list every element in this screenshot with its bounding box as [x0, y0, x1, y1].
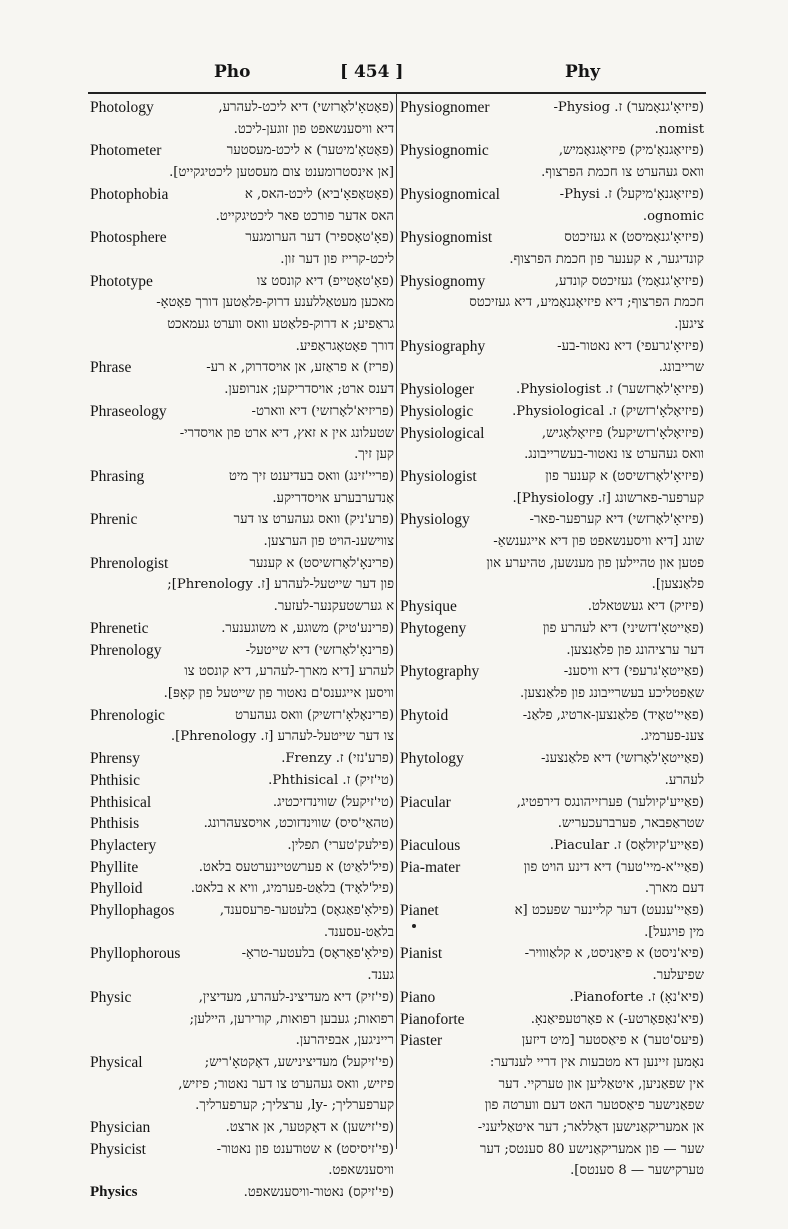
headword: Physique [400, 598, 457, 616]
headword: Phrenology [90, 641, 162, 659]
dictionary-entry [90, 987, 394, 1052]
definition: (פאַייע'קיולער) פערזייהונגס דירפטיג, [516, 794, 704, 810]
header-rule [88, 92, 706, 94]
headword: Phytology [400, 750, 464, 768]
dictionary-entry [90, 140, 394, 183]
entry-first-line [90, 987, 394, 1009]
headword: Phylloid [90, 880, 143, 898]
entry-first-line [400, 618, 704, 640]
entry-first-line [90, 97, 394, 119]
definition: (פי'זישען) א דאָקטער, אן ארצט. [225, 1120, 394, 1136]
entry-first-line [90, 271, 394, 293]
dictionary-entry [400, 857, 704, 900]
definition-continuation: האס אדער פורכט פאר ליכטיגקייט. [215, 208, 394, 224]
entry-first-line [400, 792, 704, 814]
dictionary-entry [400, 401, 704, 423]
definition: (פיזיאָלאָ'רזשיקעל) פיזיאָלאָגיש, [541, 425, 704, 441]
definition: (פילאָ'פאַגאָס) בלעטער-פרעסענד, [219, 903, 394, 919]
dictionary-entry [400, 336, 704, 379]
dictionary-entry [400, 748, 704, 791]
dictionary-entry [90, 900, 394, 943]
entry-first-line [90, 1139, 394, 1161]
entry-first-line [90, 813, 394, 835]
definition-continuation: וויסען אייגענס'ם נאטור פון שייטעל פון קאָפּ]. [163, 685, 394, 701]
definition: (פיזיאָ'גנאָמער) ז. Physiog- [553, 100, 704, 115]
entry-first-line [400, 466, 704, 488]
entry-first-line [90, 1117, 394, 1139]
definition: (פיזיאָ'לאָרזשי) דיא קערפער-פאר- [529, 512, 704, 528]
definition: (פיזיק) דיא געשטאלט. [587, 599, 704, 615]
definition-continuation: שטראַפבאר, פערברעכעריש. [557, 816, 704, 832]
entry-first-line [90, 748, 394, 770]
dictionary-entry [90, 401, 394, 466]
entry-first-line [90, 792, 394, 814]
definition-continuation: צענ-פערמיג. [640, 729, 704, 745]
headword: Phrasing [90, 467, 145, 485]
definition: (פיל'לאַיט) א פערשטיינערטעס בלאט. [198, 859, 394, 875]
definition: (פריי'זינג) וואס בעדיענט זיך מיט [228, 468, 394, 484]
entry-first-line [400, 987, 704, 1009]
definition: (פרינאָ'לאָרזשיסט) א קענער [249, 555, 394, 571]
definition: (טי'זיק) ז. Phthisical. [268, 772, 394, 788]
definition: (פיא'נאָ) ז. Pianoforte. [569, 989, 704, 1005]
dictionary-entry [90, 466, 394, 509]
definition-continuation: דיא וויסענשאפט פון זוגען-ליכט. [233, 121, 394, 137]
dictionary-entry [90, 857, 394, 879]
definition-continuation: וואס געהערט צו נאטור-בעשרייבונג. [524, 447, 704, 463]
headword: Physiognomical [400, 185, 500, 203]
entry-first-line [400, 509, 704, 531]
definition-continuation: שפאַנישער פיאַסטער האט דעם ווערטה פון [484, 1098, 704, 1114]
headword: Phrenetic [90, 619, 149, 637]
dictionary-entry [90, 553, 394, 618]
dictionary-entry [90, 271, 394, 358]
definition-continuation: ליכט-קרייז פון דער זון. [280, 251, 394, 267]
dictionary-entry [90, 97, 394, 140]
dictionary-entry [90, 835, 394, 857]
definition-continuation: מאכען מעטאַללענע דרוק-פלאַטען דורך פאָטאָ- [156, 295, 394, 311]
definition-continuation: ציגען. [674, 317, 704, 333]
definition: (פריז) א פראַזע, אן אויסדרוק, א רע- [206, 360, 394, 376]
definition: (טי'זיקעל) שווינדזיכטיג. [272, 794, 394, 810]
definition-continuation: לעהרע [דיא מארך-לעהרע, דיא קונסט צו [184, 664, 394, 680]
headword: Phrenologic [90, 706, 165, 724]
entry-first-line [400, 661, 704, 683]
dictionary-entry [90, 509, 394, 552]
definition: (פאָטאָ'מיטער) א ליכט-מעסטער [226, 143, 394, 159]
definition: (פאַייטאָ'גרעפי) דיא וויסענ- [563, 664, 704, 680]
definition: (פיזיאָ'לאָרזשער) ז. Physiologist. [516, 382, 704, 398]
entry-first-line [400, 97, 704, 119]
definition: (פיזיאָלאָ'רזשיק) ז. Physiological. [512, 403, 704, 419]
entry-first-line [400, 748, 704, 770]
definition-continuation: גענד. [367, 968, 394, 984]
headword: Photometer [90, 142, 162, 160]
headword: Phthisic [90, 771, 140, 789]
headword: Phototype [90, 272, 153, 290]
dictionary-entry [90, 357, 394, 400]
definition-continuation: רפואות; געבען רפואות, קורירען, היילען; [189, 1011, 394, 1027]
definition-continuation: אין שפאַניען, איטאַליען און טערקיי. דער [498, 1076, 704, 1092]
dictionary-entry [90, 618, 394, 640]
definition-continuation: שטעלונג אין א זאץ, דיא ארט פון אויסדרי- [179, 425, 394, 441]
dictionary-entry [400, 379, 704, 401]
definition: (פיזיאָ'גנאָמי) געזיכטס קונדע, [554, 273, 704, 289]
headword: Physical [90, 1053, 143, 1071]
definition: (טהאַי'סיס) שווינדזוכט, אויסצעהרונג. [203, 816, 394, 832]
headword: Phytogeny [400, 619, 467, 637]
definition-continuation: שער — פון אמעריקאַנישע 80 סענטס; דער [479, 1141, 704, 1157]
definition-continuation: פון דער שייטעל-לעהרע [ז. Phrenology]; [167, 577, 394, 593]
headword: Physiognomer [400, 99, 490, 116]
headword: Phylactery [90, 836, 157, 854]
definition-continuation: נאָמען זיינען דא מטבעות אין דריי לענדער: [489, 1054, 704, 1070]
definition-continuation: קערפער-פארשונג [ז. Physiology]. [512, 490, 704, 506]
definition-continuation: דענס ארט; אויסדריקען; אנרופען. [224, 382, 394, 398]
dictionary-entry [400, 184, 704, 227]
entry-first-line [400, 227, 704, 249]
dictionary-entry [90, 878, 394, 900]
header-last-word: Phy [564, 62, 600, 82]
headword: Physiognomy [400, 272, 486, 290]
definition-continuation: שפיעלער. [652, 968, 704, 984]
dictionary-entry [90, 1182, 394, 1204]
headword: Phthisis [90, 815, 140, 833]
headword: Phthisical [90, 793, 152, 811]
definition-continuation: וואס געהערט צו חכמת הפרצוף. [541, 165, 704, 181]
dictionary-entry [90, 1052, 394, 1117]
definition: (פאַייע'קיולאָס) ז. Piacular. [549, 837, 704, 853]
definition: (פאָטאָפאָ'ביא) ליכט-האס, א [244, 186, 394, 202]
entry-first-line [90, 943, 394, 965]
definition-continuation: פלאַנצען]. [651, 577, 704, 593]
headword: Physician [90, 1119, 151, 1137]
definition-continuation: [אן אינסטרומענט צום מעסטען ליכטיגקייט]. [169, 165, 394, 181]
entry-first-line [90, 401, 394, 423]
definition: (פרינע'טיק) משוגע, א משוגענער. [221, 620, 394, 636]
definition-continuation: דער ערציהונג פון פלאַנצען. [566, 642, 704, 658]
definition: (פי'זיקס) נאטור-וויסענשאפט. [243, 1185, 394, 1201]
definition: (פיזיאָ'גרעפי) דיא נאטור-בע- [557, 338, 704, 354]
dictionary-entry [400, 271, 704, 336]
dictionary-entry [400, 943, 704, 986]
dictionary-entry [90, 813, 394, 835]
headword: Piacular [400, 793, 451, 811]
dictionary-entry [400, 987, 704, 1009]
entry-first-line [400, 336, 704, 358]
dictionary-entry [400, 97, 704, 140]
entry-first-line [90, 227, 394, 249]
headword: Photology [90, 99, 154, 116]
headword: Phyllite [90, 858, 139, 876]
headword: Physiognomic [400, 142, 489, 160]
headword: Physiology [400, 511, 470, 529]
definition-continuation: פיזיש, וואס געהערט צו דער נאטור; פיזיש, [178, 1076, 394, 1092]
entry-first-line [90, 900, 394, 922]
dictionary-entry [400, 509, 704, 596]
definition-continuation: שאַפטליכע בעשרייבונג פון פלאַנצען. [519, 685, 704, 701]
definition-continuation: nomist. [654, 121, 704, 137]
dictionary-entry [400, 1009, 704, 1031]
definition: (פאַייטאָ'דזשיני) דיא לעהרע פון [542, 620, 704, 636]
dictionary-entry [90, 227, 394, 270]
entry-first-line [90, 553, 394, 575]
dictionary-entry [400, 227, 704, 270]
definition: (פיזיאָ'לאָרזשיסט) א קענער פון [545, 468, 704, 484]
definition: (פאַייטאָ'לאָרזשי) דיא פלאַנצענ- [540, 751, 704, 767]
entry-first-line [90, 184, 394, 206]
definition: (פאָטאָ'לאָרזשי) דיא ליכט-לעהרע, [218, 100, 394, 115]
headword: Physic [90, 988, 132, 1006]
headword: Piaculous [400, 836, 461, 854]
entry-first-line [400, 596, 704, 618]
definition: (פרינאָ'לאָרזשי) דיא שייטעל- [245, 642, 394, 658]
entry-first-line [90, 770, 394, 792]
entry-first-line [90, 705, 394, 727]
headword: Photophobia [90, 185, 169, 203]
dictionary-entry [400, 835, 704, 857]
definition: (פילאָ'פאָראָס) בלעטער-טראַ- [241, 946, 394, 962]
dictionary-entry [400, 466, 704, 509]
headword: Pia-mater [400, 858, 461, 876]
definition-continuation: אן אמעריקאַנישען דאָללאר; דער איטאַליעני- [477, 1120, 704, 1136]
definition: (פרע'נזי) ז. Frenzy. [281, 751, 394, 767]
entry-first-line [400, 423, 704, 445]
headword: Pianoforte [400, 1010, 465, 1028]
headword: Physiologic [400, 402, 474, 420]
dictionary-entry [90, 184, 394, 227]
headword: Phrensy [90, 750, 140, 768]
definition-continuation: אַנדערבערע אויסדריקע. [272, 490, 394, 506]
dictionary-entry [90, 1117, 394, 1139]
definition: (פי'זיסיסט) א שטודענט פון נאטור- [216, 1141, 394, 1157]
definition-continuation: גראַפיע; א דרוק-פלאַטע וואס ווערט געמאכט [167, 317, 394, 333]
definition: (פיא'ניסט) א פיאַניסט, א קלאַווויר- [524, 946, 704, 962]
definition: (פיזיאָ'גנאָמיסט) א געזיכטס [564, 230, 704, 246]
definition: (פיזיאָגנאָ'מיק) פיזיאָגנאָמיש, [558, 143, 704, 159]
headword: Phrase [90, 359, 132, 377]
left-column [90, 97, 394, 1204]
page-header [88, 56, 706, 90]
entry-first-line [90, 140, 394, 162]
entry-first-line [400, 379, 704, 401]
entry-first-line [400, 140, 704, 162]
definition-continuation: מין פויגעל]. [644, 924, 704, 940]
dictionary-entry [400, 618, 704, 661]
definition: (פיא'נאָפאָרטע-) א פאָרטעפיאַנאָ. [530, 1011, 704, 1027]
definition-continuation: קונדיגער, א קענער פון חכמת הפרצוף. [509, 251, 704, 267]
headword: Phyllophagos [90, 902, 175, 920]
headword: Physiography [400, 337, 486, 355]
column-divider [396, 94, 397, 1149]
definition-continuation: א גערשטעקנער-לעזער. [273, 599, 394, 615]
entry-first-line [400, 857, 704, 879]
dictionary-entry [400, 1030, 704, 1182]
entry-first-line [400, 1030, 704, 1052]
dictionary-entry [90, 943, 394, 986]
headword: Physiologer [400, 381, 475, 399]
entry-first-line [90, 857, 394, 879]
headword: Physics [90, 1184, 138, 1201]
definition-continuation: רייניגען, אבפיהרען. [295, 1033, 394, 1049]
definition-continuation: שרייבונג. [658, 360, 704, 376]
entry-first-line [90, 640, 394, 662]
headword: Physicist [90, 1140, 146, 1158]
definition-continuation: ognomic. [642, 208, 704, 224]
entry-first-line [90, 1182, 394, 1204]
entry-first-line [400, 401, 704, 423]
headword: Phyllophorous [90, 945, 181, 963]
entry-first-line [400, 1009, 704, 1031]
entry-first-line [90, 1052, 394, 1074]
definition: (פרע'ניק) וואס געהערט צו דער [233, 512, 394, 528]
definition-continuation: חכמת הפרצוף; דיא פיזיאָגנאָמיע, דיא געזיכטס [469, 295, 704, 311]
definition: (פי'זיק) דיא מעדיצינ-לעהרע, מעדיצין, [198, 989, 394, 1005]
dictionary-entry [400, 705, 704, 748]
headword: Phrenic [90, 511, 138, 529]
entry-first-line [400, 900, 704, 922]
headword: Phraseology [90, 402, 167, 420]
entry-first-line [400, 705, 704, 727]
page-number: [ 454 ] [340, 62, 404, 82]
definition-continuation: שונג [דיא וויסענשאפט פון דיא אייגענשאַ- [493, 534, 704, 550]
headword: Piano [400, 988, 436, 1006]
headword: Pianist [400, 945, 443, 963]
headword: Piaster [400, 1032, 443, 1050]
dictionary-entry [400, 900, 704, 943]
definition: (פאַיי'א-מיי'טער) דיא דינע הויט פון [523, 859, 704, 875]
entry-first-line [90, 357, 394, 379]
definition-continuation: לעהרע. [664, 772, 704, 788]
dictionary-entry [400, 596, 704, 618]
definition: (פאַיי'טאָיד) פלאַנצען-ארטיג, פלאַנ- [522, 707, 704, 723]
definition: (פיזיאָגנאָ'מיקעל) ז. Physi- [559, 186, 704, 202]
dictionary-entry [400, 423, 704, 466]
entry-first-line [400, 184, 704, 206]
definition: (פרינאָלאָ'רזשיק) וואס געהערט [235, 707, 394, 723]
entry-first-line [400, 943, 704, 965]
entry-first-line [90, 618, 394, 640]
ink-speck [412, 924, 416, 928]
dictionary-entry [400, 792, 704, 835]
definition-continuation: בלאַט-עסענד. [323, 924, 394, 940]
definition-continuation: דורך פאָטאָגראַפיע. [295, 338, 394, 354]
definition: (פאַיי'ענעט) דער קליינער שפעכט [א [514, 903, 704, 919]
headword: Photosphere [90, 229, 167, 247]
entry-first-line [90, 509, 394, 531]
definition-continuation: טערקישער — 8 סענטס]. [570, 1163, 704, 1179]
dictionary-entry [400, 661, 704, 704]
headword: Phytography [400, 663, 480, 681]
headword: Physiologist [400, 467, 477, 485]
entry-first-line [90, 466, 394, 488]
entry-first-line [400, 835, 704, 857]
entry-first-line [90, 878, 394, 900]
definition: (פאָ'טאָטייפ) דיא קונסט צו [256, 273, 394, 289]
right-column [400, 97, 704, 1182]
entry-first-line [90, 835, 394, 857]
definition-continuation: וויסענשאפט. [328, 1163, 394, 1179]
definition: (פריזיא'לאָרזשי) דיא ווארט- [251, 403, 394, 419]
dictionary-entry [400, 140, 704, 183]
definition-continuation: צו דער שייטעל-לעהרע [ז. Phrenology]. [170, 729, 394, 745]
headword: Phrenologist [90, 554, 169, 572]
definition: (פאָ'טאָספיר) דער הערומגער [245, 230, 394, 246]
definition: (פילעק'טערי) תפלין. [287, 837, 394, 853]
dictionary-entry [90, 1139, 394, 1182]
dictionary-entry [90, 770, 394, 792]
definition-continuation: דעם מארך. [644, 881, 704, 897]
entry-first-line [400, 271, 704, 293]
definition: (פיעס'טער) א פיאַסטער [מיט דיזען [521, 1033, 704, 1049]
definition-continuation: פטען און טהיילען פון מענשען, טהיערע און [486, 555, 704, 571]
definition-continuation: קערפערליך; -ly, ערצליך; קערפערליך. [195, 1098, 394, 1114]
dictionary-entry [90, 792, 394, 814]
dictionary-entry [90, 640, 394, 705]
headword: Phytoid [400, 706, 449, 724]
headword: Physiological [400, 424, 485, 442]
definition-continuation: קען זיך. [354, 447, 394, 463]
dictionary-entry [90, 748, 394, 770]
headword: Pianet [400, 902, 439, 920]
header-first-word: Pho [214, 62, 251, 82]
definition: (פי'זיקעל) מעדיצינישע, דאָקטאָ'ריש; [204, 1054, 394, 1070]
definition-continuation: צווישענ-הויט פון הערצען. [263, 534, 394, 550]
headword: Physiognomist [400, 229, 493, 247]
dictionary-entry [90, 705, 394, 748]
definition: (פיל'לאָיד) בלאַט-פערמיג, וויא א בלאט. [190, 881, 394, 897]
